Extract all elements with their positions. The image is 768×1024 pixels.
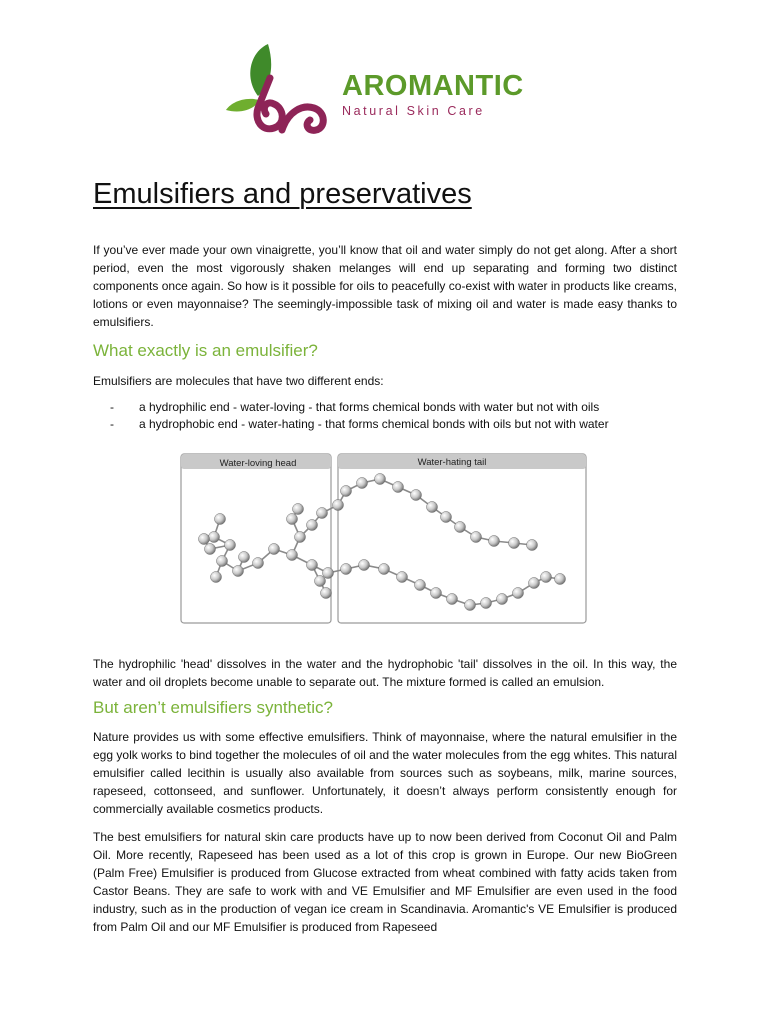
molecule-atom: [541, 572, 552, 583]
molecule-atom: [415, 580, 426, 591]
molecule-atom: [431, 588, 442, 599]
list-item: [110, 399, 609, 416]
ends-list: [110, 399, 609, 433]
molecule-atom: [471, 532, 482, 543]
molecule-atom: [509, 538, 520, 549]
molecule-atom: [225, 540, 236, 551]
list-item: [110, 416, 609, 433]
tail-label: Water-hating tail: [417, 457, 487, 468]
molecule-atom: [455, 522, 466, 533]
list-item-text: a hydrophilic end - water-loving - that forms chemical bonds with water but not with oils: [139, 400, 600, 414]
molecule-atom: [527, 540, 538, 551]
molecule-atom: [341, 564, 352, 575]
molecule-atom: [375, 474, 386, 485]
molecule-atom: [199, 534, 210, 545]
molecule-atom: [411, 490, 422, 501]
molecule-atom: [315, 576, 326, 587]
molecule-atom: [489, 536, 500, 547]
molecule-atom: [211, 572, 222, 583]
molecule-atom: [215, 514, 226, 525]
molecule-atom: [253, 558, 264, 569]
after-diagram-paragraph: The hydrophilic 'head' dissolves in the water and the hydrophobic 'tail' dissolves in the oil. In this way, the water and oil droplets become unable to separate out. The mixture formed is called an emulsion.: [93, 657, 677, 689]
list-item-text: a hydrophobic end - water-hating - that forms chemical bonds with oils but not with water: [139, 417, 609, 431]
leaf-swirl-emblem-icon: [222, 38, 342, 138]
molecule-atom: [239, 552, 250, 563]
molecule-atom: [427, 502, 438, 513]
molecule-atom: [555, 574, 566, 585]
section-heading-what-is: What exactly is an emulsifier?: [93, 341, 318, 360]
molecule-atom: [317, 508, 328, 519]
molecule-atom: [295, 532, 306, 543]
section-heading-synthetic: But aren’t emulsifiers synthetic?: [93, 698, 333, 717]
molecule-atom: [441, 512, 452, 523]
molecule-atom: [333, 500, 344, 511]
best-emulsifiers-paragraph: The best emulsifiers for natural skin care products have up to now been derived from Coconut Oil and Palm Oil. More recently, Rapeseed has been used as a lot of this crop is grown in Europe. Our new BioGreen (Palm Free) Emulsifier is produced from Glucose extracted from wheat combined with fatty acids taken from Castor Beans. They are safe to work with and VE Emulsifier and MF Emulsifier are even used in the food industry, such as in the production of vegan ice cream in Scandinavia. Aromantic's VE Emulsifier is produced from Palm Oil and our MF Emulsifier is produced from Rapeseed: [93, 830, 677, 934]
molecule-atom: [497, 594, 508, 605]
molecule-atom: [287, 550, 298, 561]
molecule-atom: [293, 504, 304, 515]
molecule-atom: [513, 588, 524, 599]
molecule-atom: [529, 578, 540, 589]
brand-name: AROMANTIC: [342, 70, 524, 102]
molecule-atom: [447, 594, 458, 605]
list-bullet: -: [110, 400, 114, 414]
molecule-atom: [269, 544, 280, 555]
emulsifier-molecule-diagram: [180, 453, 588, 625]
molecule-atom: [287, 514, 298, 525]
molecule-atom: [307, 520, 318, 531]
molecule-atom: [397, 572, 408, 583]
page-title: Emulsifiers and preservatives: [93, 178, 472, 210]
molecule-atom: [217, 556, 228, 567]
molecule-atom: [307, 560, 318, 571]
molecule-atom: [481, 598, 492, 609]
molecule-atom: [233, 566, 244, 577]
molecule-atom: [341, 486, 352, 497]
intro-paragraph: If you’ve ever made your own vinaigrette, you’ll know that oil and water simply do not get along. After a short period, even the most vigorously shaken melanges will end up separating and forming two distinct components once again. So how is it possible for oils to peacefully co-exist with water in products like creams, lotions or even mayonnaise? The seemingly-impossible task of mixing oil and water is made easy thanks to emulsifiers.: [93, 243, 677, 329]
head-label: Water-loving head: [219, 458, 297, 469]
list-bullet: -: [110, 417, 114, 431]
brand-tagline: Natural Skin Care: [342, 104, 485, 118]
molecule-atom: [205, 544, 216, 555]
molecule-atom: [393, 482, 404, 493]
emulsifier-lead-text: Emulsifiers are molecules that have two different ends:: [93, 374, 384, 388]
nature-paragraph: Nature provides us with some effective emulsifiers. Think of mayonnaise, where the natural emulsifier in the egg yolk works to bind together the molecules of oil and the water molecules from the egg whites. This natural emulsifier called lecithin is usually also available from sources such as soybeans, milk, marine sources, rapeseed, cottonseed, and sunflower. Unfortunately, it doesn’t always perform consistently enough for commercially available cosmetics products.: [93, 730, 677, 816]
molecule-atom: [379, 564, 390, 575]
molecule-atom: [359, 560, 370, 571]
molecule-atom: [209, 532, 220, 543]
brand-logo: [222, 38, 552, 138]
molecule-atom: [321, 588, 332, 599]
molecule-atom: [323, 568, 334, 579]
molecule-atom: [465, 600, 476, 611]
molecule-atom: [357, 478, 368, 489]
